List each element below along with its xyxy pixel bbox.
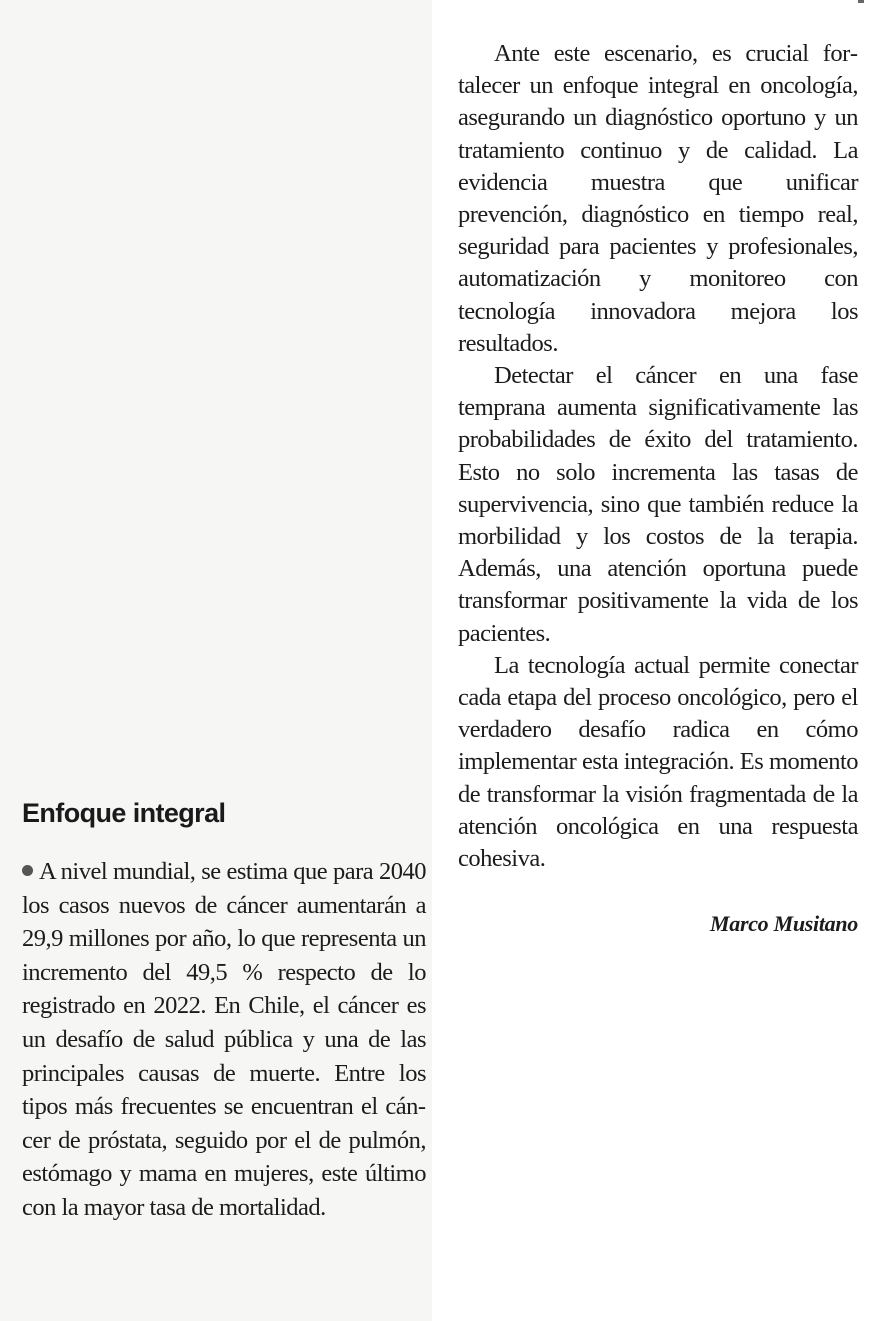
sidebar-heading: Enfoque integral: [22, 798, 226, 828]
article-paragraph-1: Ante este escenario, es crucial fortalecer un enfoque integral en oncología, asegurando un diagnóstico oportuno y un tratamiento continuo y de calidad. La evidencia muestra que unificar prevención, diagnóstico en tiempo real, seguridad para pacientes y profesionales, automatización y monitoreo con tecnología innovadora mejora los resultados.: [458, 40, 858, 357]
article-column: [458, 38, 858, 937]
corner-mark: [858, 0, 864, 3]
sidebar-text: A nivel mundial, se estima que para 2040 los casos nuevos de cáncer aumentarán a 29,9 millones por año, lo que representa un incremento del 49,5 % respecto de lo registrado en 2022. En Chile, el cáncer es un desafío de salud pública y una de las principales causas de muerte. Entre los tipos más frecuentes se encuentran el cáncer de próstata, seguido por el de pulmón, estómago y mama en mujeres, este último con la mayor tasa de mortalidad.: [22, 858, 426, 1221]
article-body: [458, 38, 858, 875]
article-paragraph-2: Detectar el cáncer en una fase temprana aumenta significativamente las probabilidades de éxito del tratamiento. Esto no solo incrementa las tasas de supervivencia, sino que también reduce la morbilidad y los costos de la terapia. Además, una atención oportuna puede transformar positivamente la vida de los pacientes.: [458, 362, 858, 647]
article-paragraph-3: La tecnología actual permite conectar cada etapa del proceso oncológico, pero el verdadero desafío radica en cómo implementar esta integración. Es momento de transformar la visión fragmentada de la atención oncológica en una respuesta cohesiva.: [458, 651, 858, 873]
sidebar-box: [22, 798, 426, 1225]
sidebar-paragraph: [22, 855, 426, 1225]
bullet-icon: [22, 865, 33, 876]
byline: Marco Musitano: [709, 911, 858, 937]
